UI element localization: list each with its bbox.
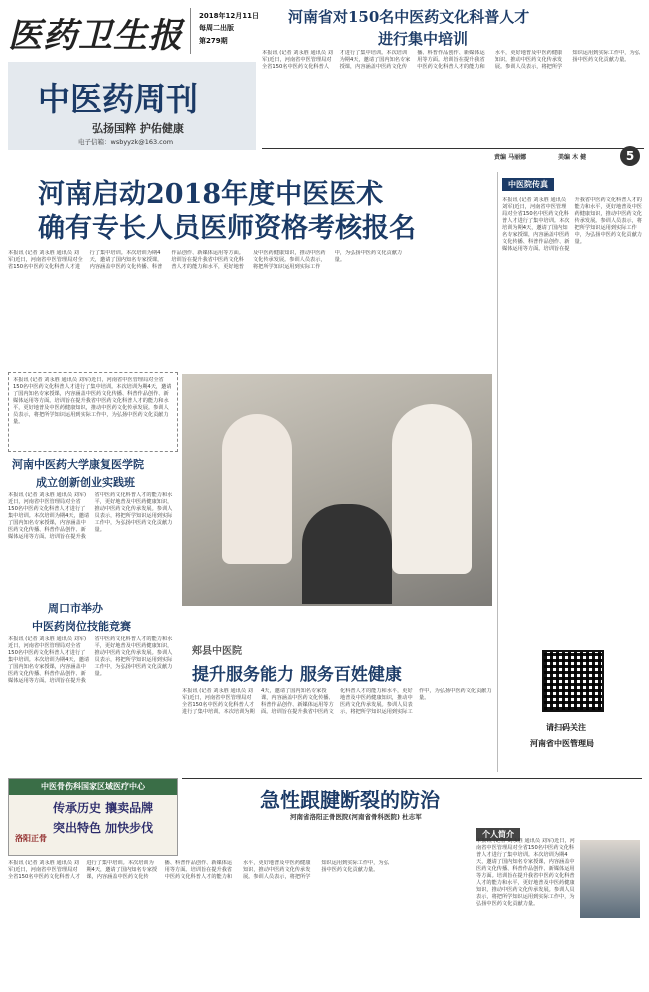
editor-note-box bbox=[8, 372, 178, 452]
profile-body: 本报讯 (记者 刘永胜 通讯员 刘军)近日，河南省中医管理局对全省150名中医药文化科普人才进行了集中培训。本次培训为期4天，邀请了国内知名专家授课，内容涵盖中医药文化传播、科普作品创作、新媒体运用等方面。培训旨在提升我省中医药文化科普人才的能力和水平，更好地普及中医药健康知识，推动中医药文化传承发展。参训人员表示，将把所学知识运用到实际工作中，为弘扬中医药文化贡献力量。 bbox=[476, 838, 575, 907]
email: 电子信箱：wsbyyzk@163.com bbox=[78, 138, 174, 146]
patient-figure bbox=[302, 504, 392, 604]
profile-photo bbox=[580, 840, 640, 918]
ad-motto1: 传承历史 攘卖品牌 bbox=[53, 801, 154, 815]
top-story-headline-2: 进行集中培训 bbox=[378, 30, 469, 48]
rehab-headline-1: 河南中医药大学康复医学院 bbox=[12, 458, 144, 471]
nurse-figure-left bbox=[222, 414, 292, 564]
bottom-headline: 急性跟腱断裂的防治 bbox=[260, 788, 440, 812]
ad-motto2: 突出特色 加快步伐 bbox=[53, 821, 154, 835]
main-headline-1: 河南启动2018年度中医医术 bbox=[38, 179, 384, 210]
qr-box bbox=[502, 650, 642, 770]
hospital-ad bbox=[8, 778, 178, 856]
issue-date: 2018年12月11日 bbox=[199, 12, 259, 20]
rehab-headline-2: 成立创新创业实践班 bbox=[36, 476, 135, 489]
edition-frequency: 每周二出版 bbox=[199, 24, 234, 32]
profile-box bbox=[476, 822, 642, 988]
notice-line1: 请扫码关注 bbox=[546, 723, 586, 732]
section-title: 中医药周刊 bbox=[38, 80, 199, 118]
rehab-body: 本报讯 (记者 刘永胜 通讯员 刘军)近日，河南省中医管理局对全省150名中医药文化科普人才进行了集中培训。本次培训为期4天，邀请了国内知名专家授课，内容涵盖中医药文化传播、科普作品创作、新媒体运用等方面。培训旨在提升我省中医药文化科普人才的能力和水平，更好地普及中医药健康知识，推动中医药文化传承发展。参训人员表示，将把所学知识运用到实际工作中，为弘扬中医药文化贡献力量。 bbox=[8, 492, 173, 540]
ad-band bbox=[9, 779, 177, 795]
bottom-body: 本报讯 (记者 刘永胜 通讯员 刘军)近日，河南省中医管理局对全省150名中医药文化科普人才进行了集中培训。本次培训为期4天，邀请了国内知名专家授课，内容涵盖中医药文化传播、科普作品创作、新媒体运用等方面。培训旨在提升我省中医药文化科普人才的能力和水平，更好地普及中医药健康知识，推动中医药文化传承发展。参训人员表示，将把所学知识运用到实际工作中，为弘扬中医药文化贡献力量。 bbox=[8, 860, 389, 880]
editor-note-text: 本报讯 (记者 刘永胜 通讯员 刘军)近日，河南省中医管理局对全省150名中医药文化科普人才进行了集中培训。本次培训为期4天，邀请了国内知名专家授课，内容涵盖中医药文化传播、科普作品创作、新媒体运用等方面。培训旨在提升我省中医药文化科普人才的能力和水平，更好地普及中医药健康知识，推动中医药文化传承发展。参训人员表示，将把所学知识运用到实际工作中，为弘扬中医药文化贡献力量。 bbox=[13, 377, 172, 425]
sidebar-body: 本报讯 (记者 刘永胜 通讯员 刘军)近日，河南省中医管理局对全省150名中医药文化科普人才进行了集中培训。本次培训为期4天，邀请了国内知名专家授课，内容涵盖中医药文化传播、科普作品创作、新媒体运用等方面。培训旨在提升我省中医药文化科普人才的能力和水平，更好地普及中医药健康知识，推动中医药文化传承发展。参训人员表示，将把所学知识运用到实际工作中，为弘扬中医药文化贡献力量。 bbox=[502, 197, 642, 252]
sidebar bbox=[502, 172, 642, 642]
qr-code-icon bbox=[542, 650, 604, 712]
zhengxian-headline: 提升服务能力 服务百姓健康 bbox=[192, 665, 402, 685]
slogan: 弘扬国粹 护佑健康 bbox=[92, 122, 184, 135]
ad-band-text: 中医骨伤科国家区域医疗中心 bbox=[41, 782, 145, 791]
page-number: 5 bbox=[620, 146, 640, 166]
nurse-figure-right bbox=[392, 404, 472, 574]
zhoukou-headline-2: 中医药岗位技能竞赛 bbox=[32, 620, 131, 633]
zhengxian-body: 本报讯 (记者 刘永胜 通讯员 刘军)近日，河南省中医管理局对全省150名中医药文化科普人才进行了集中培训。本次培训为期4天，邀请了国内知名专家授课，内容涵盖中医药文化传播、科普作品创作、新媒体运用等方面。培训旨在提升我省中医药文化科普人才的能力和水平，更好地普及中医药健康知识，推动中医药文化传承发展。参训人员表示，将把所学知识运用到实际工作中，为弘扬中医药文化贡献力量。 bbox=[182, 688, 492, 715]
zhoukou-body: 本报讯 (记者 刘永胜 通讯员 刘军)近日，河南省中医管理局对全省150名中医药文化科普人才进行了集中培训。本次培训为期4天，邀请了国内知名专家授课，内容涵盖中医药文化传播、科普作品创作、新媒体运用等方面。培训旨在提升我省中医药文化科普人才的能力和水平，更好地普及中医药健康知识，推动中医药文化传承发展。参训人员表示，将把所学知识运用到实际工作中，为弘扬中医药文化贡献力量。 bbox=[8, 636, 173, 684]
editor-credit: 责编 马丽娜 bbox=[494, 154, 527, 161]
bottom-byline: 河南省洛阳正骨医院(河南省骨科医院) 杜志军 bbox=[290, 813, 422, 821]
newspaper-logo: 医药卫生报 bbox=[8, 16, 183, 56]
masthead-date-box bbox=[190, 8, 269, 54]
sidebar-header: 中医院传真 bbox=[502, 178, 554, 191]
ad-logo: 洛阳正骨 bbox=[15, 834, 47, 843]
zhengxian-kicker: 郏县中医院 bbox=[192, 646, 242, 657]
issue-number: 第279期 bbox=[199, 37, 228, 45]
top-story-headline-1: 河南省对150名中医药文化科普人才 bbox=[288, 8, 530, 26]
zhoukou-headline-1: 周口市举办 bbox=[48, 602, 103, 615]
top-story-body: 本报讯 (记者 刘永胜 通讯员 刘军)近日，河南省中医管理局对全省150名中医药文化科普人才进行了集中培训。本次培训为期4天，邀请了国内知名专家授课，内容涵盖中医药文化传播、科普作品创作、新媒体运用等方面。培训旨在提升我省中医药文化科普人才的能力和水平，更好地普及中医药健康知识，推动中医药文化传承发展。参训人员表示，将把所学知识运用到实际工作中，为弘扬中医药文化贡献力量。 bbox=[262, 50, 640, 70]
main-headline-2: 确有专长人员医师资格考核报名 bbox=[38, 213, 416, 244]
main-story-body: 本报讯 (记者 刘永胜 通讯员 刘军)近日，河南省中医管理局对全省150名中医药文化科普人才进行了集中培训。本次培训为期4天，邀请了国内知名专家授课，内容涵盖中医药文化传播、科普作品创作、新媒体运用等方面。培训旨在提升我省中医药文化科普人才的能力和水平，更好地普及中医药健康知识，推动中医药文化传承发展。参训人员表示，将把所学知识运用到实际工作中，为弘扬中医药文化贡献力量。 bbox=[8, 250, 403, 270]
masthead-band bbox=[8, 62, 256, 150]
nurses-photo bbox=[182, 374, 492, 606]
profile-header: 个人简介 bbox=[476, 828, 520, 841]
notice-line2: 河南省中医管理局 bbox=[530, 739, 594, 748]
designer-credit: 美编 木 健 bbox=[558, 154, 587, 161]
